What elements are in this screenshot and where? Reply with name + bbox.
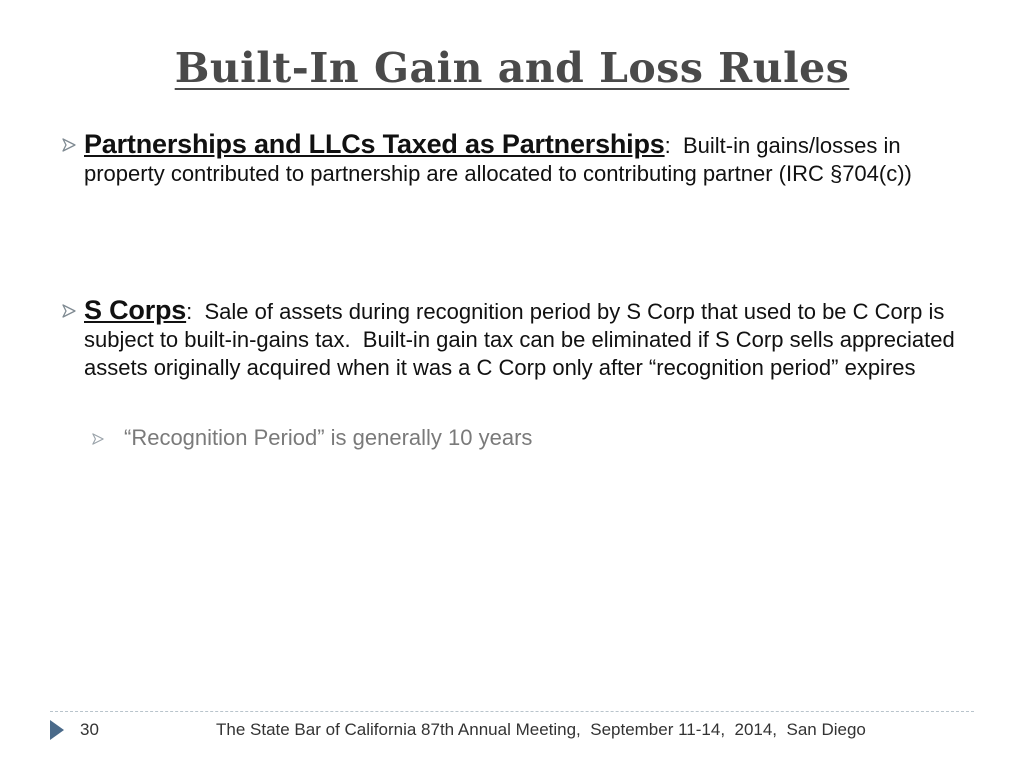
bullet-body: Sale of assets during recognition period by S Corp that used to be C Corp is subject to built-in-gains tax. Built-in gain tax can be eliminated if S Corp sells appreciated assets originally acquired when it was a C Corp only after “recognition period” expires	[84, 299, 961, 380]
page-number: 30	[80, 720, 99, 739]
slide-title-container	[0, 44, 1024, 92]
sub-bullet-text: “Recognition Period” is generally 10 years	[124, 425, 533, 450]
arrow-bullet-icon	[62, 304, 84, 318]
arrow-bullet-icon	[92, 433, 124, 445]
bullet-colon: :	[186, 299, 193, 324]
bullet-text	[84, 296, 962, 382]
bullet-text	[84, 130, 962, 188]
bullet-body: Built-in gains/losses in property contributed to partnership are allocated to contributing partner (IRC §704(c))	[84, 133, 912, 186]
footer-divider	[50, 711, 974, 712]
bullet-lead: Partnerships and LLCs Taxed as Partnerships	[84, 129, 665, 159]
bullet-lead: S Corps	[84, 295, 187, 325]
triangle-marker-icon	[50, 720, 64, 745]
footer-text: The State Bar of California 87th Annual Meeting, September 11-14, 2014, San Diego	[216, 720, 866, 739]
arrow-bullet-icon	[62, 138, 84, 152]
bullet-s-corps	[62, 296, 962, 382]
slide-title: Built-In Gain and Loss Rules	[174, 44, 850, 92]
bullet-colon: :	[664, 133, 671, 158]
bullet-partnerships	[62, 130, 962, 188]
sub-bullet-recognition-period	[92, 424, 952, 452]
